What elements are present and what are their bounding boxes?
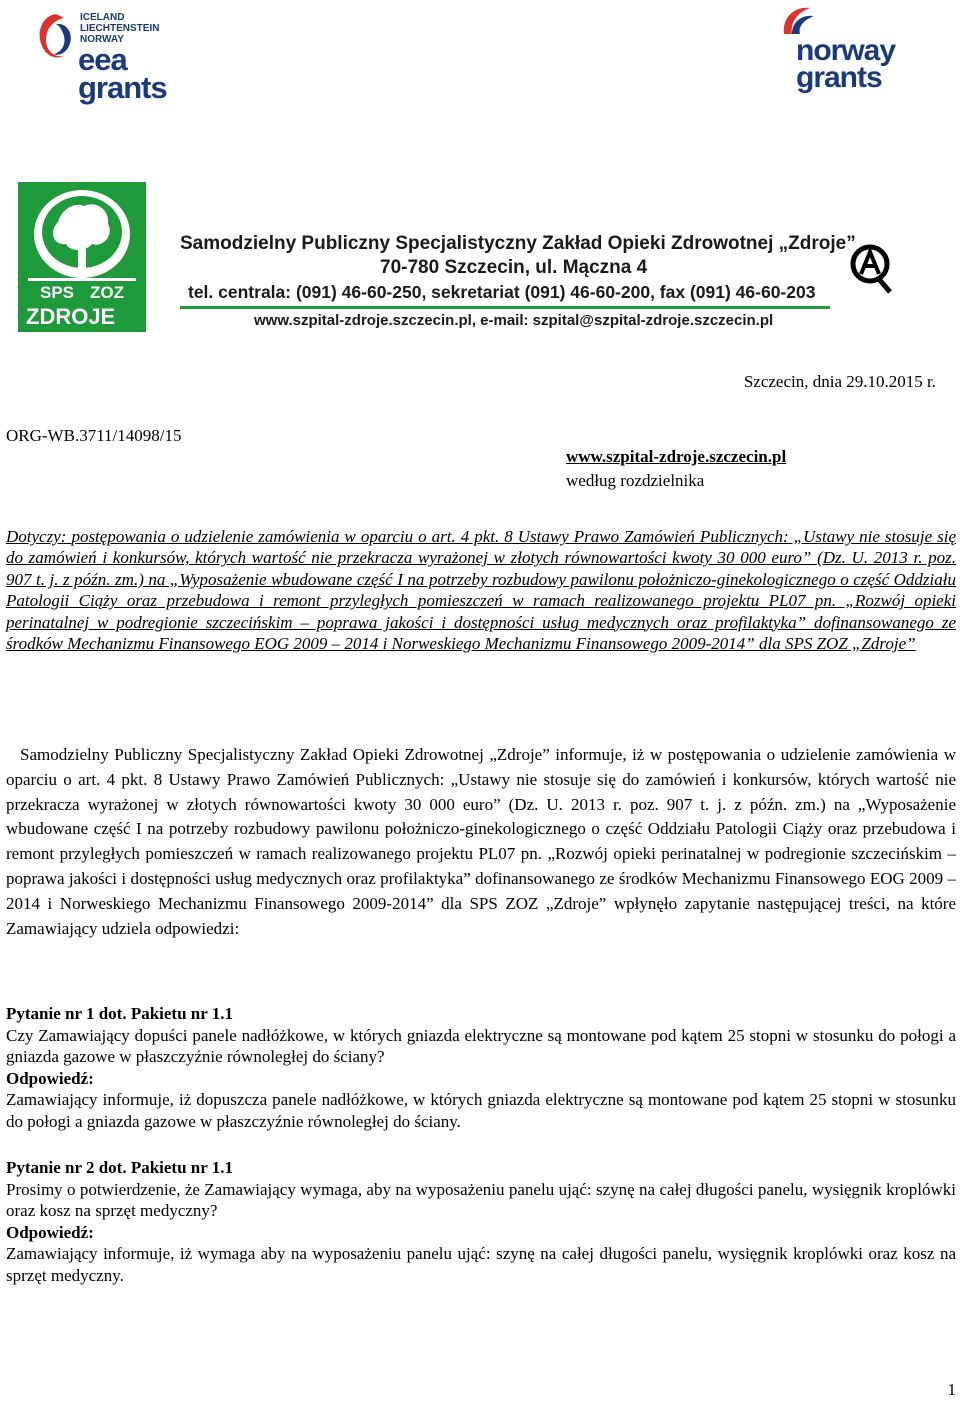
grants-word: grants [78,70,167,105]
eea-wordmark [78,42,167,105]
answer-text: Zamawiający informuje, iż dopuszcza panele nadłóżkowe, w których gniazda elektryczne są montowane pod kątem 25 stopni w stosunku do połogi a gniazda gazowe w płaszczyźnie równoległej do ściany. [6,1090,956,1131]
answer-label: Odpowiedź: [6,1068,94,1088]
institution-name: Samodzielny Publiczny Specjalistyczny Zakład Opieki Zdrowotnej „Zdroje” [180,233,856,254]
institution-address: 70-780 Szczecin, ul. Mączna 4 [380,257,648,278]
distribution-note: według rozdzielnika [566,471,705,490]
question-text: Prosimy o potwierdzenie, że Zamawiający wymaga, aby na wyposażeniu panelu ująć: szynę na całej długości panelu, wysięgnik kroplówki oraz kosz na sprzęt medyczny? [6,1179,956,1220]
hospital-website-link[interactable]: www.szpital-zdroje.szczecin.pl [566,447,787,466]
zdroje-text: ZDROJE [26,304,116,329]
institution-header [180,232,856,331]
country-label: ICELAND [80,12,125,23]
letter-date: Szczecin, dnia 29.10.2015 r. [743,372,936,391]
eea-word: eea [78,42,127,77]
subject-text: postępowania o udzielenie zamówienia w oparciu o art. 4 pkt. 8 Ustawy Prawo Zamówień Publicznych: „Ustawy nie stosuje się do zamówień i konkursów, których wartość nie przekracza wyrażonej w złotych równowartości kwoty 30 000 euro” (Dz. U. 2013 r. poz. 907 t. j. z późn. zm.) na „Wyposażenie wbudowane część I na potrzeby rozbudowy pawilonu położniczo-ginekologicznego o część Oddziału Patologii Ciąży oraz przebudowa i remont przyległych pomieszczeń w ramach realizowanego projektu PL07 pn. „Rozwój opieki perinatalnej w podregionie szczecińskim – poprawa jakości i dostępności usług medycznych oraz profilaktyka” dofinansowanego ze środków Mechanizmu Finansowego EOG 2009 – 2014 i Norweskiego Mechanizmu Finansowego 2009-2014” dla SPS ZOZ „Zdroje” [6,527,957,654]
question-block [6,1003,956,1132]
norway-word: norway [796,34,896,67]
recipient-block [566,445,786,493]
subject-label: Dotyczy: [6,527,67,546]
country-label: LIECHTENSTEIN [80,23,160,34]
reference-number: ORG-WB.3711/14098/15 [6,426,182,445]
answer-text: Zamawiający informuje, iż wymaga aby na wyposażeniu panelu ująć: szynę na całej długości panelu, wysięgnik kroplówki oraz kosz na sprzęt medyczny. [6,1244,956,1285]
quality-seal-icon [848,240,896,296]
tree-icon [18,182,146,332]
question-text: Czy Zamawiający dopuści panele nadłóżkowe, w których gniazda elektryczne są montowane pod kątem 25 stopni w stosunku do połogi a gniazda gazowe w płaszczyźnie równoległej do ściany? [6,1025,956,1066]
subject-block [6,526,956,654]
sps-text: SPS [40,283,75,302]
question-block [6,1157,956,1286]
sps-zoz-zdroje-logo [18,182,146,332]
page-number: 1 [947,1380,956,1399]
institution-phones: tel. centrala: (091) 46-60-250, sekretariat (091) 46-60-200, fax (091) 46-60-203 [188,282,816,302]
body-paragraph: Samodzielny Publiczny Specjalistyczny Zakład Opieki Zdrowotnej „Zdroje” informuje, iż w postępowania o udzielenie zamówienia w oparciu o art. 4 pkt. 8 Ustawy Prawo Zamówień Publicznych: „Ustawy nie stosuje się do zamówień i konkursów, których wartość nie przekracza wyrażonej w złotych równowartości kwoty 30 000 euro” (Dz. U. 2013 r. poz. 907 t. j. z późn. zm.) na „Wyposażenie wbudowane część I na potrzeby rozbudowy pawilonu położniczo-ginekologicznego o część Oddziału Patologii Ciąży oraz przebudowa i remont przyległych pomieszczeń w ramach realizowanego projektu PL07 pn. „Rozwój opieki perinatalnej w podregionie szczecińskim – poprawa jakości i dostępności usług medycznych oraz profilaktyka” dofinansowanego ze środków Mechanizmu Finansowego EOG 2009 – 2014 i Norweskiego Mechanizmu Finansowego 2009-2014” dla SPS ZOZ „Zdroje” wpłynęło zapytanie następującej treści, na które Zamawiający udziela odpowiedzi: [6,745,956,938]
eea-countries [80,12,159,45]
header-divider [180,306,830,309]
question-heading: Pytanie nr 2 dot. Pakietu nr 1.1 [6,1158,233,1177]
eea-grants-logo [34,8,204,108]
norway-wordmark [796,34,896,94]
country-label: NORWAY [80,34,124,45]
institution-web: www.szpital-zdroje.szczecin.pl, e-mail: szpital@szpital-zdroje.szczecin.pl [254,312,774,329]
eea-swoosh-icon [34,10,78,70]
quality-certificate-mark [848,240,896,296]
norway-grants-logo [778,4,938,94]
zoz-text: ZOZ [90,283,124,302]
answer-label: Odpowiedź: [6,1222,94,1242]
norway-swoosh-icon [778,4,928,38]
question-heading: Pytanie nr 1 dot. Pakietu nr 1.1 [6,1004,233,1023]
grants-word: grants [796,61,882,94]
